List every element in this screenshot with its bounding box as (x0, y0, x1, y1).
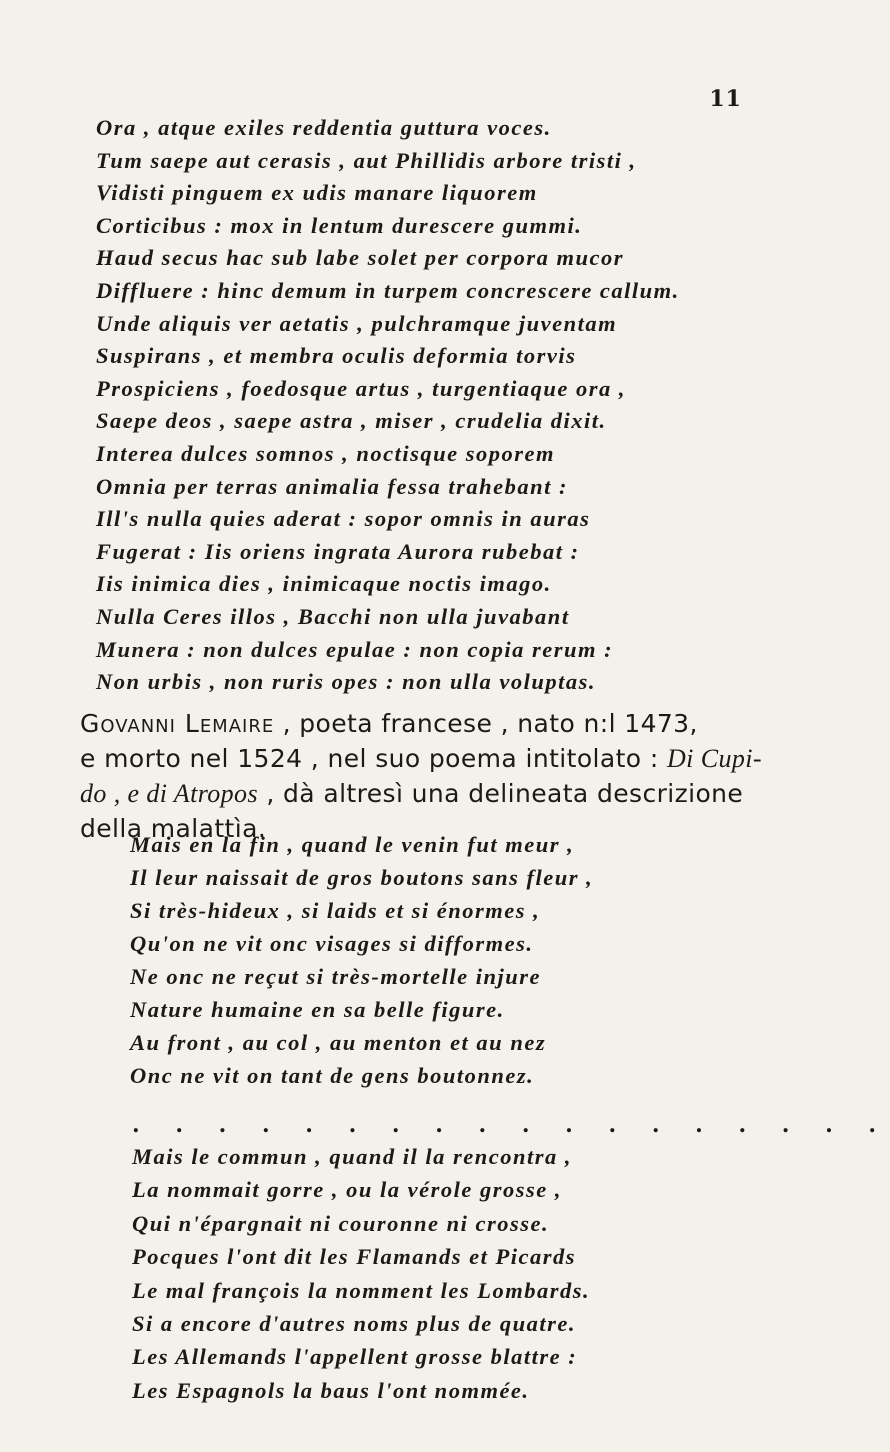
french-verse-block (0, 828, 800, 1092)
verse-line: Ora , atque exiles reddentia guttura voces. (96, 115, 552, 140)
prose-line: della malattìa. (80, 814, 267, 843)
verse-line: La nommait gorre , ou la vérole grosse , (132, 1177, 562, 1203)
verse-line: Ne onc ne reçut si très-mortelle injure (130, 964, 541, 989)
page-number: 11 (709, 86, 742, 112)
prose-text: , poeta francese , nato n:l 1473, (274, 709, 698, 738)
verse-line: Diffluere : hinc demum in turpem concrescere callum. (96, 277, 680, 303)
verse-line: Qu'on ne vit onc visages si difformes. (130, 931, 534, 956)
verse-line: Nature humaine en sa belle figure. (130, 997, 505, 1022)
verse-line: Iis inimica dies , inimicaque noctis imago. (96, 571, 552, 597)
verse-line: Le mal françois la nomment les Lombards. (132, 1277, 591, 1303)
verse-line: Les Allemands l'appellent grosse blattre : (132, 1344, 578, 1370)
verse-line: Il leur naissait de gros boutons sans fleur , (130, 865, 594, 890)
verse-line: Corticibus : mox in lentum durescere gummi. (96, 212, 583, 238)
verse-line: Vidisti pinguem ex udis manare liquorem (96, 180, 538, 206)
verse-line: Fugerat : Iis oriens ingrata Aurora rubebat : (96, 538, 580, 564)
verse-line: Nulla Ceres illos , Bacchi non ulla juvabant (96, 603, 570, 629)
verse-line: Les Espagnols la baus l'ont nommée. (132, 1377, 530, 1403)
verse-line: Interea dulces somnos , noctisque soporem (96, 440, 556, 466)
prose-line (80, 776, 750, 811)
verse-line: Non urbis , non ruris opes : non ulla voluptas. (96, 669, 597, 695)
verse-line: Haud secus hac sub labe solet per corpora mucor (96, 245, 625, 271)
latin-verse-block (0, 112, 800, 699)
poem-title: Di Cupi- (667, 744, 762, 773)
verse-line: Mais le commun , quand il la rencontra , (132, 1144, 573, 1169)
author-name: Govanni Lemaire (80, 709, 275, 738)
verse-line: Si a encore d'autres noms plus de quatre. (132, 1311, 577, 1337)
verse-line: Mais en la fin , quand le venin fut meur , (130, 832, 575, 857)
verse-line: Onc ne vit on tant de gens boutonnez. (130, 1063, 535, 1088)
poem-title: do , e di Atropos (80, 779, 258, 808)
prose-paragraph (80, 706, 762, 846)
french-verse-block (0, 1140, 800, 1407)
verse-line: Omnia per terras animalia fessa trahebant : (96, 473, 569, 499)
verse-line: Si très-hideux , si laids et si énormes , (130, 898, 541, 923)
verse-line: Au front , au col , au menton et au nez (130, 1030, 547, 1055)
verse-line: Unde aliquis ver aetatis , pulchramque juventam (96, 310, 618, 336)
prose-line (80, 706, 750, 741)
prose-text: , dà altresì una delineata descrizione (257, 779, 744, 808)
verse-line: Munera : non dulces epulae : non copia rerum : (96, 636, 614, 662)
verse-line: Tum saepe aut cerasis , aut Phillidis arbore tristi , (96, 147, 637, 173)
ellipsis-separator: . . . . . . . . . . . . . . . . . . (132, 1112, 890, 1138)
prose-text: e morto nel 1524 , nel suo poema intitolato : (80, 744, 667, 773)
prose-line (80, 741, 762, 776)
verse-line: Prospiciens , foedosque artus , turgentiaque ora , (96, 375, 627, 401)
verse-line: Saepe deos , saepe astra , miser , crudelia dixit. (96, 408, 607, 434)
verse-line: Qui n'épargnait ni couronne ni crosse. (132, 1210, 550, 1236)
verse-line: Suspirans , et membra oculis deformia torvis (96, 343, 577, 369)
verse-line: Pocques l'ont dit les Flamands et Picards (132, 1244, 577, 1270)
verse-line: Ill's nulla quies aderat : sopor omnis in auras (96, 506, 591, 532)
